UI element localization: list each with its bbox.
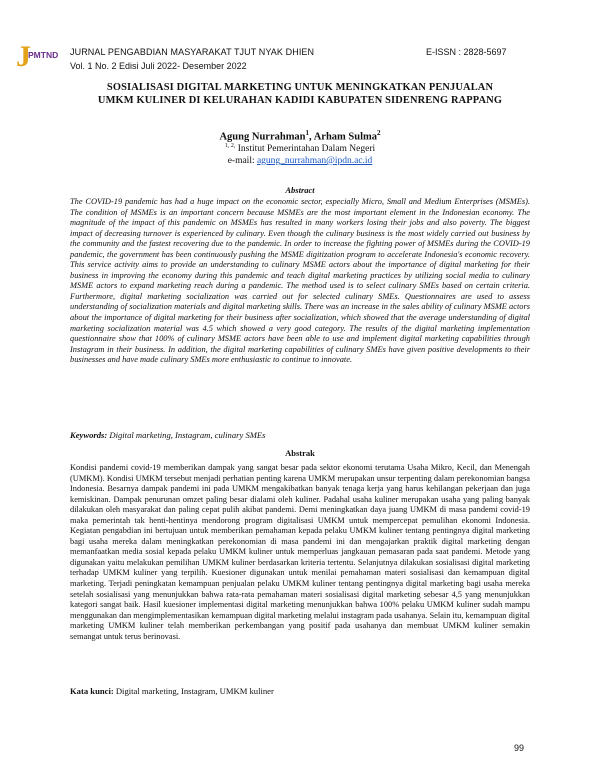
abstract-indonesian-body: Kondisi pandemi covid-19 memberikan dampak yang sangat besar pada sektor ekonomi terutama Usaha Mikro, Kecil, dan Menengah (UMKM). Kondisi UMKM tersebut menjadi perhatian penting karena UMKM merupakan unsur terpenting dalam perekonomian bangsa Indonesia. Besarnya dampak pandemi ini pada UMKM mengakibatkan banyak tenaga kerja yang harus kehilangan pekerjaan dan juga kemiskinan. Dampak penurunan omzet paling besar dialami oleh kuliner. Padahal usaha kuliner merupakan usaha yang paling banyak dilakukan oleh masyarakat dan paling cepat pulih akibat pandemi. Demi meningkatkan daya juang UMKM di masa pandemi covid-19 maka pemerintah tak henti-hentinya mendorong program digitalisasi UMKM untuk mempercepat pemulihan ekonomi Indonesia. Kegiatan pengabdian ini bertujuan untuk memberikan pemahaman kepada pelaku UMKM kuliner tentang pentingnya digital marketing bagi usaha mereka dalam meningkatkan perekonomian di masa pandemi ini dan mengajarkan praktik digital marketing dengan memanfaatkan media sosial kepada pelaku UMKM kuliner untuk memperluas jangkauan pemasaran pada saat pandemi. Metode yang digunakan yaitu melakukan pemilihan UMKM kuliner berdasarkan kriteria tertentu. Selanjutnya dilakukan sosialisasi digital marketing terhadap UMKM kuliner yang terpilih. Kuesioner digunakan untuk menilai pemahaman materi sosialisasi dan kemampuan digital marketing. Terjadi peningkatan kemampuan penjualan pelaku UMKM kuliner tentang pentingnya digital marketing bagi usaha mereka setelah sosialisasi yang menunjukkan bahwa rata-rata pemahaman materi sosialisasi digital marketing sebesar 4,5 yang menunjukkan kategori sangat baik. Hasil kuesioner implementasi digital marketing menunjukkan bahwa 100% pelaku UMKM kuliner sudah mampu menggunakan dan mengimplementasikan kemampuan digital marketing melalui instagram pada usahanya. Selain itu, kemampuan digital marketing UMKM kuliner telah memberikan perkembangan yang positif pada usahanya dan membuat UMKM kuliner semakin semangat untuk terus berinovasi. — [70, 463, 530, 641]
logo-text: PMTND — [28, 50, 59, 60]
abstrak-heading: Abstrak — [285, 448, 315, 458]
author-2-affiliation: 2 — [377, 129, 381, 137]
author-list — [0, 129, 600, 143]
institution-marker: 1, 2, — [224, 143, 236, 149]
keywords-values: Digital marketing, Instagram, culinary SMEs — [107, 430, 266, 440]
kata-kunci-label: Kata kunci: — [70, 686, 114, 696]
logo-letter: J — [16, 40, 31, 73]
article-title-line-1: SOSIALISASI DIGITAL MARKETING UNTUK MENINGKATKAN PENJUALAN — [106, 82, 494, 93]
author-1-affiliation: 1 — [305, 129, 310, 137]
keywords-indonesian — [70, 686, 274, 696]
abstract-english-body: The COVID-19 pandemic has had a huge impact on the economic sector, especially Micro, Small and Medium Enterprises (MSMEs). The condition of MSMEs is an important concern because MSMEs are the most important element in the Indonesian economy. The magnitude of the impact of this pandemic on MSMEs has resulted in many workers losing their jobs and also poverty. The biggest impact of decreasing turnover is experienced by culinary. Even though the culinary business is the most widely carried out business by the community and the fastest recovering due to the pandemic. In order to increase the fighting power of MSMEs during the COVID-19 pandemic, the government has been continuously pushing the MSME digitization program to accelerate Indonesia's economic recovery. This service activity aims to provide an understanding to culinary MSME actors about the importance of digital marketing for their business in improving the economy during this pandemic and teach digital marketing practices by utilizing social media to culinary MSME actors to expand marketing reach during a pandemic. The method used is to select culinary SMEs based on certain criteria. Furthermore, digital marketing socialization was carried out for selected culinary SMEs. Questionnaires are used to assess understanding of socialization materials and digital marketing skills. There was an increase in the sales ability of culinary MSME actors about the importance of digital marketing for their business after socialization, which showed that the average understanding of digital marketing socialization material was 4.5 which showed a very good category. The results of the digital marketing implementation questionnaire show that 100% of culinary MSME actors have been able to use and implement digital marketing capabilities through Instagram in their business. In addition, the digital marketing capabilities of culinary SMEs have given positive developments to their businesses and have made culinary SMEs more enthusiastic to continue to innovate. — [70, 197, 530, 365]
author-separator: , — [309, 131, 314, 143]
corresponding-email — [0, 156, 600, 166]
author-2: Arham Sulma — [313, 131, 378, 143]
keywords-label: Keywords: — [70, 430, 108, 440]
page-number: 99 — [514, 743, 525, 753]
institution-name: Institut Pemerintahan Dalam Negeri — [237, 144, 376, 155]
keywords-english — [70, 430, 266, 440]
article-title-line-2: UMKM KULINER DI KELURAHAN KADIDI KABUPATEN SIDENRENG RAPPANG — [97, 95, 503, 106]
journal-volume: Vol. 1 No. 2 Edisi Juli 2022- Desember 2022 — [70, 61, 247, 71]
institution — [0, 143, 600, 154]
email-link[interactable]: agung_nurrahman@ipdn.ac.id — [256, 156, 373, 166]
author-1: Agung Nurrahman — [219, 131, 306, 143]
journal-name: JURNAL PENGABDIAN MASYARAKAT TJUT NYAK DHIEN — [70, 47, 315, 57]
email-label: e-mail: — [227, 156, 257, 166]
kata-kunci-values: Digital marketing, Instagram, UMKM kuliner — [113, 686, 274, 696]
abstract-heading: Abstract — [285, 185, 315, 195]
journal-logo — [14, 36, 64, 76]
journal-issn: E-ISSN : 2828-5697 — [426, 47, 507, 57]
